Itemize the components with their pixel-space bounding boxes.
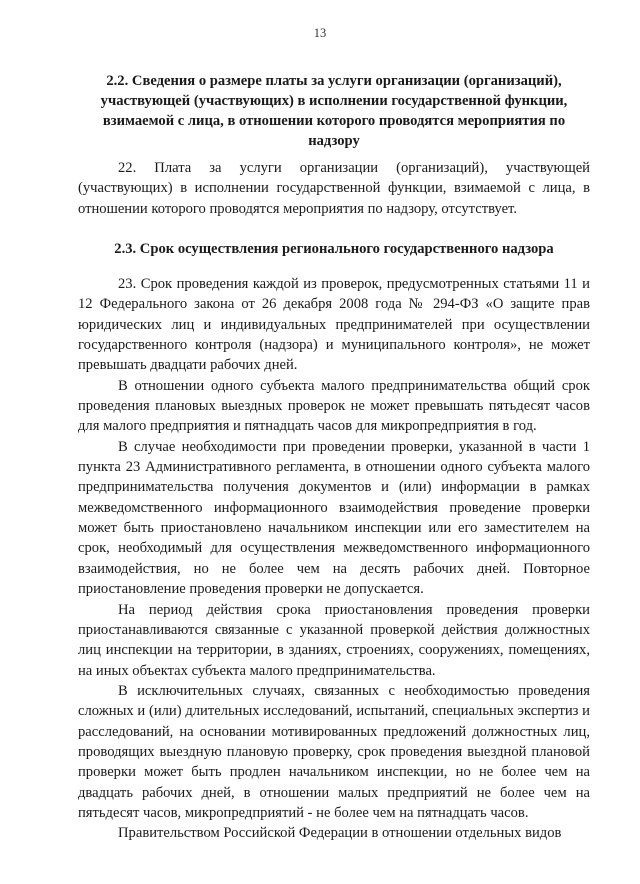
section-body-2-3 — [78, 274, 590, 844]
paragraph-extension: В исключительных случаях, связанных с необходимостью проведения сложных и (или) длительных исследований, испытаний, специальных экспертиз и расследований, на основании мотивированных предложений должностных лиц, проводящих выездную плановую проверку, срок проведения выездной плановой проверки может быть продлен начальником инспекции, но не более чем на двадцать рабочих дней, в отношении малых предприятий не более чем на пятьдесят часов, микропредприятий - не более чем на пятнадцать часов. — [78, 682, 590, 821]
paragraph-suspension: В случае необходимости при проведении проверки, указанной в части 1 пункта 23 Административного регламента, в отношении одного субъекта малого предпринимательства получения документов и (или) информации в рамках межведомственного информационного взаимодействия проведение проверки может быть приостановлено начальником инспекции или его заместителем на срок, необходимый для осуществления межведомственного информационного взаимодействия, но не более чем на десять рабочих дней. Повторное приостановление проведения проверки не допускается. — [78, 438, 590, 598]
section-heading-2-3: 2.3. Срок осуществления регионального государственного надзора — [114, 241, 554, 257]
paragraph-23: 23. Срок проведения каждой из проверок, предусмотренных статьями 11 и 12 Федерального закона от 26 декабря 2008 года № 294-ФЗ «О защите прав юридических лиц и индивидуальных предпринимателей при осуществлении государственного контроля (надзора) и муниципального контроля», не может превышать двадцати рабочих дней. — [78, 276, 590, 374]
section-heading-2-2: 2.2. Сведения о размере платы за услуги организации (организаций), участвующей (участвующих) в исполнении государственной функции, взимаемой с лица, в отношении которого проводятся мероприятия по надзору — [100, 73, 568, 149]
paragraph-22: 22. Плата за услуги организации (организаций), участвующей (участвующих) в исполнении государственной функции, взимаемой с лица, в отношении которого проводятся мероприятия по надзору, отсутствует. — [78, 160, 590, 217]
section-body-2-2 — [78, 158, 590, 219]
paragraph-suspension-period: На период действия срока приостановления проведения проверки приостанавливаются связанные с указанной проверкой действия должностных лиц инспекции на территории, в зданиях, строениях, сооружениях, помещениях, на иных объектах субъекта малого предпринимательства. — [78, 601, 590, 679]
page-number: 13 — [313, 26, 327, 40]
paragraph-small-business-limit: В отношении одного субъекта малого предпринимательства общий срок проведения плановых выездных проверок не может превышать пятьдесят часов для малого предприятия и пятнадцать часов для микропредприятия в год. — [78, 377, 590, 435]
paragraph-government: Правительством Российской Федерации в отношении отдельных видов — [118, 825, 562, 842]
